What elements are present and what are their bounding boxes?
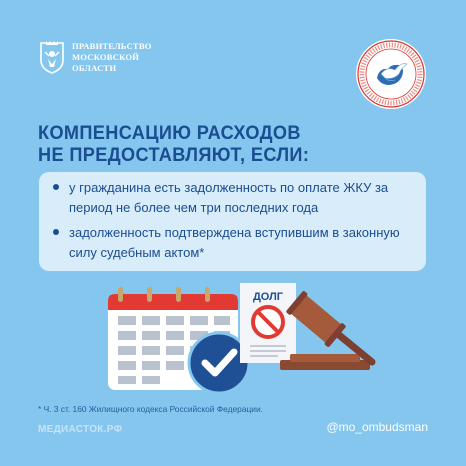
condition-text: задолженность подтверждена вступившим в законную силу судебным актом* xyxy=(69,225,400,260)
no-sign-icon xyxy=(253,307,283,337)
list-item xyxy=(53,223,414,263)
social-handle: @mo_ombudsman xyxy=(326,420,428,434)
footnote: * Ч. 3 ст. 160 Жилищного кодекса Российской Федерации. xyxy=(38,404,263,414)
org-header xyxy=(38,40,152,74)
org-name-line-2: МОСКОВСКОЙ xyxy=(72,51,140,62)
org-name xyxy=(72,41,152,74)
page-title xyxy=(38,122,309,166)
ombudsman-dove-seal-icon xyxy=(355,38,427,110)
org-name-line-1: ПРАВИТЕЛЬСТВО xyxy=(72,40,152,51)
debt-document xyxy=(240,283,296,363)
source-label: МЕДИАСТОК.РФ xyxy=(38,424,123,435)
bullet-dot-icon xyxy=(53,229,59,235)
page-title-line-2: НЕ ПРЕДОСТАВЛЯЮТ, ЕСЛИ: xyxy=(38,144,310,166)
list-item xyxy=(53,178,414,218)
bullet-dot-icon xyxy=(53,184,59,190)
page-title-line-1: КОМПЕНСАЦИЮ РАСХОДОВ xyxy=(38,122,301,144)
document-label: ДОЛГ xyxy=(252,291,284,303)
conditions-panel xyxy=(39,172,426,271)
moscow-region-crest-icon xyxy=(38,40,66,74)
condition-text: у гражданина есть задолженность по оплате ЖКУ за период не более чем три последних года xyxy=(69,180,389,215)
illustration xyxy=(0,276,466,406)
org-name-line-3: ОБЛАСТИ xyxy=(72,62,117,73)
